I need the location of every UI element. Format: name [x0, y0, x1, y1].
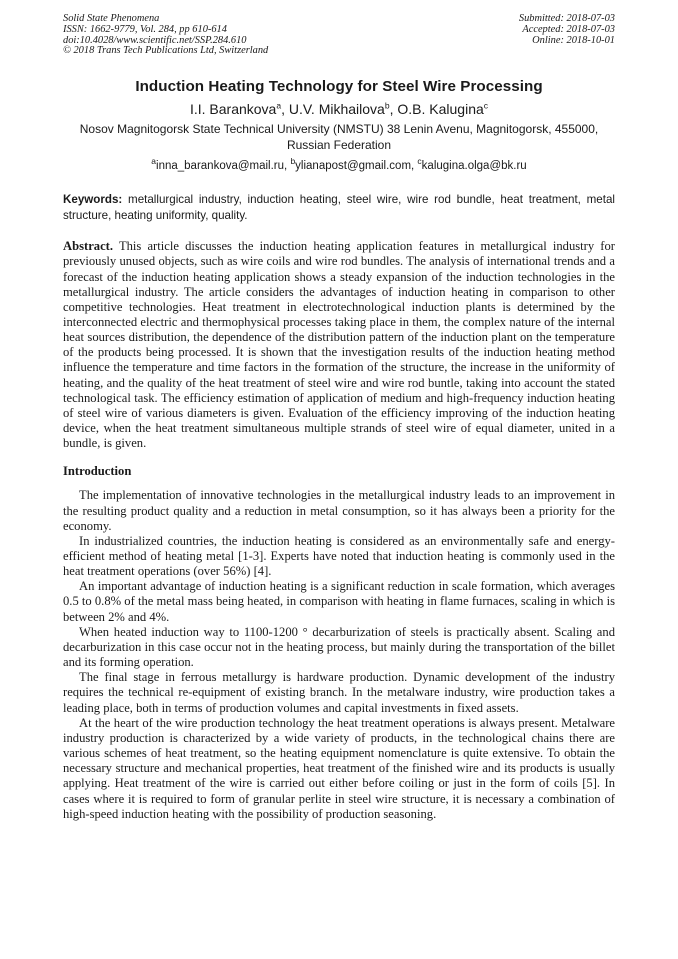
paper-page: [63, 14, 615, 822]
author-name: U.V. Mikhailova: [288, 101, 385, 118]
date-submitted: Submitted: 2018-07-03: [518, 13, 615, 24]
journal-doi[interactable]: doi:10.4028/www.scientific.net/SSP.284.610: [63, 34, 247, 46]
abstract-text: This article discusses the induction heating application features in metallurgical industry for previously unused objects, such as wire coils and wire rod bundles. The analysis of international trends and a forecast of the induction heating application shows a steady expansion of the induction technologies in the metallurgical industry. The article considers the advantages of induction heating in comparison to other competitive technologies. Heat treatment in electrotechnological induction plants is determined by the interconnected electric and thermophysical processes taking place in them, the complex nature of the internal heat sources distribution, the dependence of the distribution pattern of the induction plant on the temperature of the products being processed. It is shown that the investigation results of the induction heating method influence the temperature and time factors in the formation of the structure, the increase in the uniformity of heating, and the quality of the heat treatment of steel wire and wire rod buntle, taking into account the stated technological task. The efficiency estimation of application of medium and high-frequency induction heating of steel wire of various diameters is given. Evaluation of the efficiency improving of the induction heating device, when the heat treatment simultaneous multiple strands of steel wire of equal diameter, united in a bundle, is given.: [63, 239, 615, 451]
abstract-label: Abstract.: [63, 239, 114, 254]
paragraph: The implementation of innovative technologies in the metallurgical industry leads to an improvement in the resulting product quality and a reduction in metal consumption, so it has always been a priority for the economy.: [63, 488, 615, 533]
paper-title: Induction Heating Technology for Steel Wire Processing: [135, 78, 543, 96]
affiliation: Nosov Magnitogorsk State Technical University (NMSTU) 38 Lenin Avenu, Magnitogorsk, 455000, Russian Federation: [79, 122, 599, 152]
author-list: I.I. Barankova$^a$, U.V. Mikhailova$^b$, O.B. Kalugina$^c$: [189, 100, 489, 118]
journal-info: [63, 14, 268, 57]
introduction-body: [63, 488, 615, 821]
keywords: [63, 192, 615, 223]
paragraph: In industrialized countries, the induction heating is considered as an environmentally safe and energy-efficient method of heating metal [1-3]. Experts have noted that induction heating is commonly used in the heat treatment operations (over 56%) [4].: [63, 533, 615, 579]
keywords-label: Keywords:: [63, 193, 123, 207]
keywords-text: metallurgical industry, induction heating, steel wire, wire rod bundle, heat treatment, metal structure, heating uniformity, quality.: [63, 193, 615, 222]
publication-dates: [519, 14, 615, 57]
author-name: O.B. Kalugina: [397, 101, 484, 118]
paragraph: When heated induction way to 1100-1200 ° decarburization of steels is practically absent. Scaling and decarburization in this case occur not in the heating process, but mainly during the transportation of the billet and its forming operation.: [63, 624, 615, 670]
journal-copyright: © 2018 Trans Tech Publications Ltd, Switzerland: [63, 45, 269, 57]
email-mark: b: [290, 156, 296, 167]
email-link[interactable]: kalugina.olga@bk.ru: [421, 160, 527, 173]
paragraph: The final stage in ferrous metallurgy is hardware production. Dynamic development of the industry requires the technical re-equipment of existing branch. In the metalware industry, wire production takes a leading place, both in terms of production volumes and capital investments in fixed assets.: [63, 670, 615, 715]
email-link[interactable]: ylianapost@gmail.com: [295, 160, 412, 173]
paragraph: At the heart of the wire production technology the heat treatment operations is always present. Metalware industry production is characterized by a wide variety of products, in the technological chains there are various schemes of heat treatment, so the heating equipment nomenclature is quite extensive. To obtain the necessary structure and mechanical properties, heat treatment of the finished wire and its products is usually applying. Heat treatment of the wire is carried out either before coiling or just in the form of coils [5]. In cases where it is required to form of granular perlite in steel wire structure, it is necessary a combination of high-speed induction heating with the possibility of production seasoning.: [63, 715, 615, 821]
journal-header: [63, 14, 615, 57]
author-affil-mark: b: [384, 100, 390, 111]
author-affil-mark: a: [276, 100, 282, 111]
email-link[interactable]: inna_barankova@mail.ru: [156, 160, 285, 173]
paragraph: An important advantage of induction heating is a significant reduction in scale formation, which averages 0.5 to 0.8% of the metal mass being heated, in comparison with heating in flame furnaces, scaling in which is between 2% and 4%.: [63, 579, 615, 624]
journal-issn: ISSN: 1662-9779, Vol. 284, pp 610-614: [63, 23, 227, 35]
section-heading: Introduction: [63, 464, 132, 479]
date-accepted: Accepted: 2018-07-03: [522, 23, 615, 35]
author-affil-mark: c: [483, 100, 489, 111]
author-name: I.I. Barankova: [189, 101, 277, 118]
author-emails: $^a$inna_barankova@mail.ru, $^b$ylianapost@gmail.com, $^c$kalugina.olga@bk.ru: [151, 156, 527, 173]
email-mark: c: [417, 156, 422, 167]
date-online: Online: 2018-10-01: [532, 34, 615, 46]
email-mark: a: [151, 156, 157, 167]
abstract: [63, 239, 615, 451]
journal-name: Solid State Phenomena: [63, 13, 160, 24]
